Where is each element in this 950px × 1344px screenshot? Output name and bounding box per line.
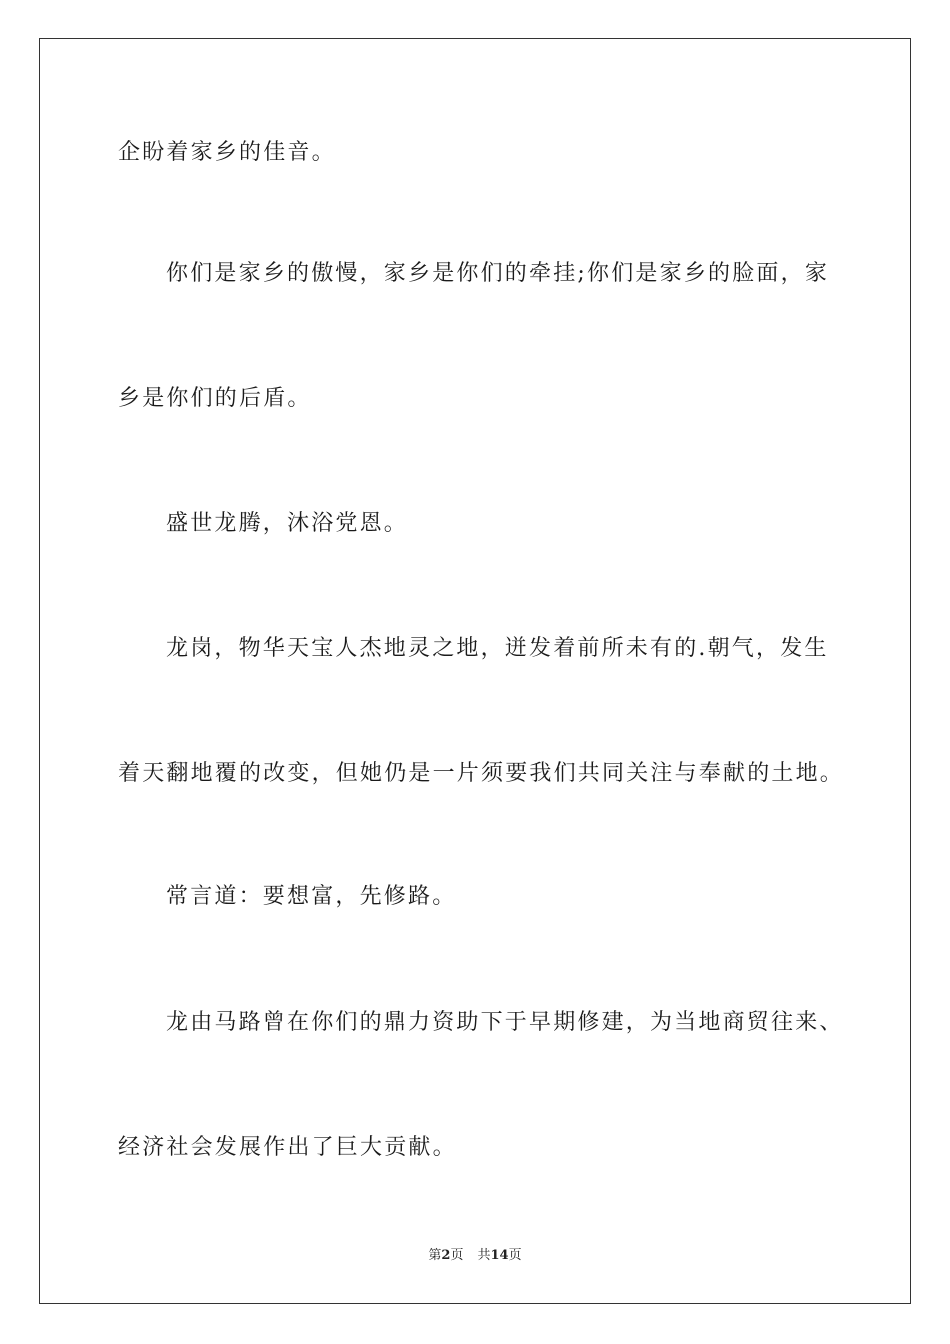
- paragraph-line: 你们是家乡的傲慢，家乡是你们的牵挂;你们是家乡的脸面，家: [166, 261, 830, 286]
- page-prefix: 第: [428, 1248, 442, 1263]
- page-border: [39, 38, 911, 1304]
- paragraph-line: 盛世龙腾，沐浴党恩。: [166, 511, 409, 536]
- total-suffix: 页: [508, 1248, 522, 1263]
- paragraph-line: 龙岗，物华天宝人杰地灵之地，迸发着前所未有的.朝气，发生: [166, 636, 829, 661]
- page-footer: [0, 1247, 950, 1265]
- paragraph-line: 乡是你们的后盾。: [118, 386, 312, 411]
- total-pages: 14: [490, 1248, 509, 1263]
- page-suffix: 页: [450, 1248, 464, 1263]
- paragraph-line: 着天翻地覆的改变，但她仍是一片须要我们共同关注与奉献的土地。: [118, 761, 845, 786]
- total-prefix: 共: [477, 1248, 491, 1263]
- paragraph-line: 企盼着家乡的佳音。: [118, 140, 336, 165]
- paragraph-line: 常言道：要想富，先修路。: [166, 884, 457, 909]
- paragraph-line: 龙由马路曾在你们的鼎力资助下于早期修建，为当地商贸往来、: [166, 1010, 844, 1035]
- paragraph-line: 经济社会发展作出了巨大贡献。: [118, 1135, 457, 1160]
- page-number: 2: [441, 1248, 451, 1263]
